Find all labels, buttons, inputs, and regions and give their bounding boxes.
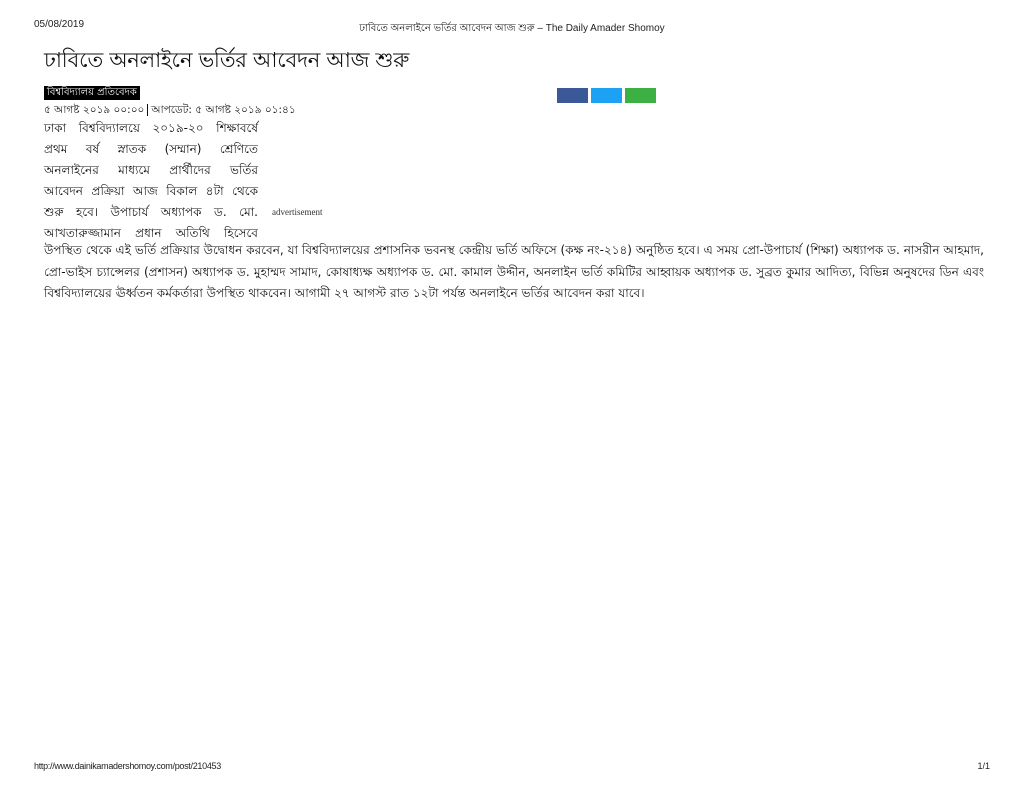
column-line: ঢাকা বিশ্ববিদ্যালয়ে ২০১৯-২০ শিক্ষাবর্ষে [44,121,258,135]
print-footer-page: 1/1 [977,761,990,771]
column-line: আখতারুজ্জামান প্রধান অতিথি হিসেবে [44,226,258,240]
date-divider [147,104,148,116]
article-dates [44,102,296,118]
print-footer-url: http://www.dainikamadershomoy.com/post/210453 [34,761,221,771]
twitter-share-icon[interactable] [591,88,622,103]
column-line: অনলাইনের মাধ্যমে প্রার্থীদের ভর্তির [44,163,258,177]
facebook-share-icon[interactable] [557,88,588,103]
updated-date: আপডেট: ৫ আগষ্ট ২০১৯ ০১:৪১ [151,104,296,116]
print-header-date: 05/08/2019 [34,19,85,30]
article-headline: ঢাবিতে অনলাইনে ভর্তির আবেদন আজ শুরু [44,48,410,72]
advertisement-label: advertisement [272,207,323,217]
column-line: শুরু হবে। উপাচার্য অধ্যাপক ড. মো. [44,205,258,219]
column-line: আবেদন প্রক্রিয়া আজ বিকাল ৪টা থেকে [44,184,258,198]
print-header-title: ঢাবিতে অনলাইনে ভর্তির আবেদন আজ শুরু – The Daily Amader Shomoy [359,23,665,34]
article-byline[interactable]: বিশ্ববিদ্যালয় প্রতিবেদক [44,86,140,100]
column-line: প্রথম বর্ষ স্নাতক (সম্মান) শ্রেণিতে [44,142,258,156]
article-body: উপস্থিত থেকে এই ভর্তি প্রক্রিয়ার উদ্বোধন করবেন, যা বিশ্ববিদ্যালয়ের প্রশাসনিক ভবনস্থ কেন্দ্রীয় ভর্তি অফিসে (কক্ষ নং-২১৪) অনুষ্ঠিত হবে। এ সময় প্রো-উপাচার্য (শিক্ষা) অধ্যাপক ড. নাসরীন আহমাদ, প্রো-ভাইস চ্যান্সেলর (প্রশাসন) অধ্যাপক ড. মুহাম্মদ সামাদ, কোষাধ্যক্ষ অধ্যাপক ড. মো. কামাল উদ্দীন, অনলাইন ভর্তি কমিটির আহ্বায়ক অধ্যাপক ড. সুব্রত কুমার আদিত্য, বিভিন্ন অনুষদের ডিন এবং বিশ্ববিদ্যালয়ের ঊর্ধ্বতন কর্মকর্তারা উপস্থিত থাকবেন। আগামী ২৭ আগস্ট রাত ১২টা পর্যন্ত অনলাইনে ভর্তির আবেদন করা যাবে। [44,243,984,300]
share-icon[interactable] [625,88,656,103]
published-date: ৫ আগষ্ট ২০১৯ ০০:০০ [44,104,145,116]
share-bar [557,88,656,103]
article-lead-column [44,118,258,244]
